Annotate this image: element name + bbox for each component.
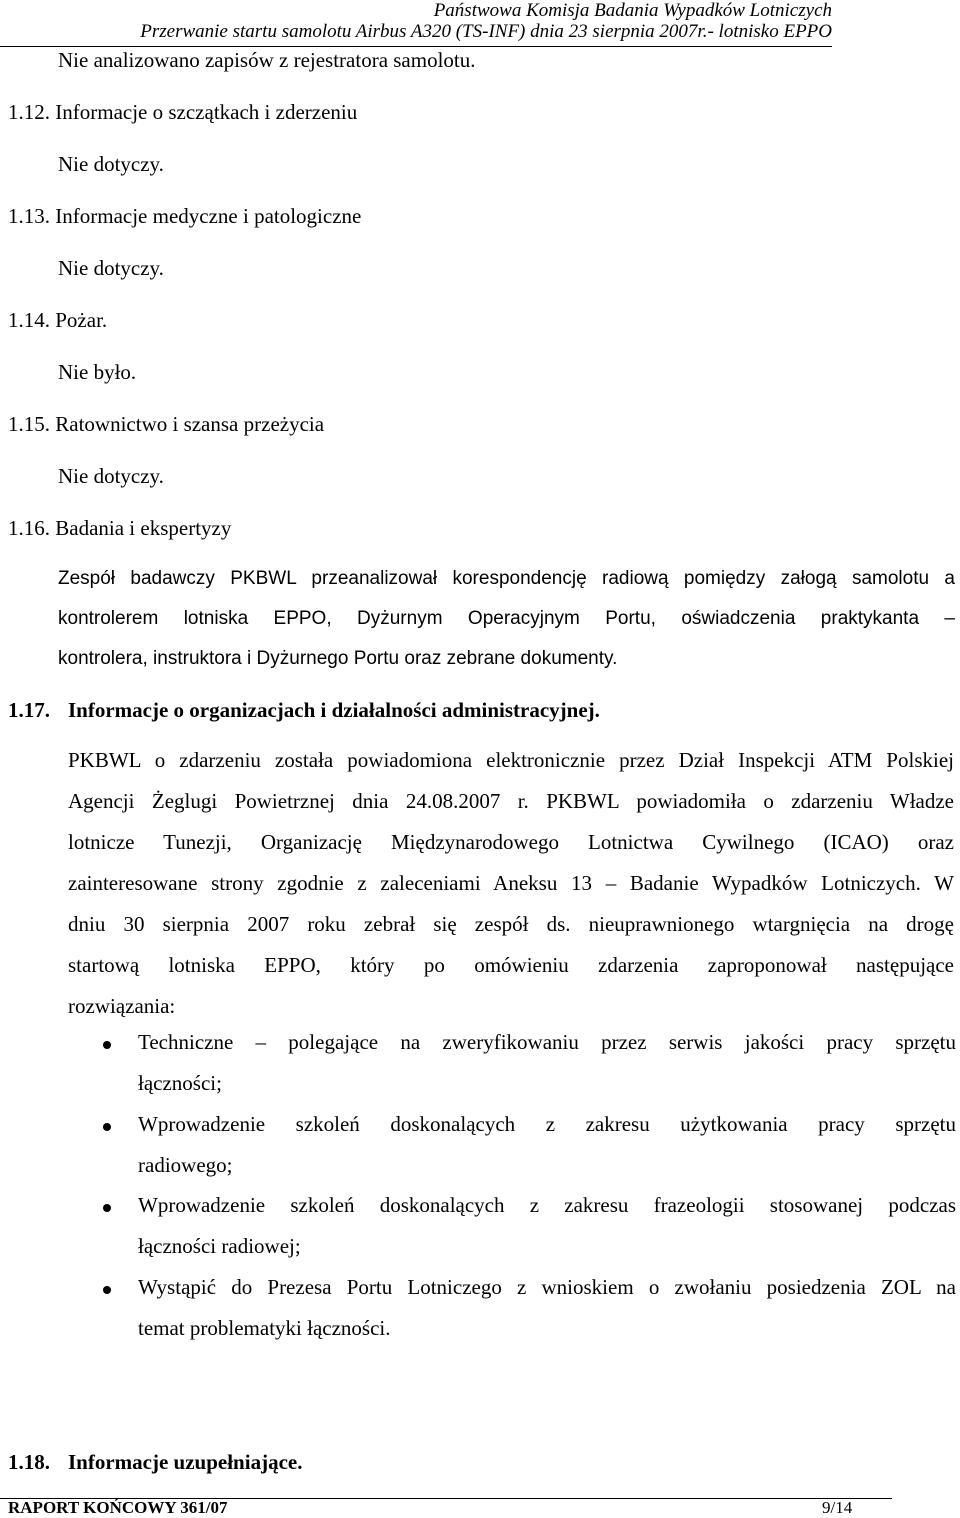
body-1-17-line: startową lotniska EPPO, który po omówieniu zdarzenia zaproponował następujące (68, 953, 954, 977)
bullet-item-line: Wystąpić do Prezesa Portu Lotniczego z wnioskiem o zwołaniu posiedzenia ZOL na (138, 1275, 956, 1299)
header-subtitle: Przerwanie startu samolotu Airbus A320 (TS-INF) dnia 23 sierpnia 2007r.- lotnisko EPPO (140, 21, 832, 42)
body-1-13: Nie dotyczy. (58, 256, 164, 280)
heading-1-16: 1.16. Badania i ekspertyzy (8, 516, 232, 540)
intro-text: Nie analizowano zapisów z rejestratora samolotu. (58, 48, 476, 72)
body-1-17-line: rozwiązania: (68, 994, 176, 1018)
body-1-17-line: Agencji Żeglugi Powietrznej dnia 24.08.2007 r. PKBWL powiadomiła o zdarzeniu Władze (68, 789, 954, 813)
body-1-17-line: zainteresowane strony zgodnie z zaleceniami Aneksu 13 – Badanie Wypadków Lotniczych. W (68, 871, 954, 895)
bullet-item-line: Wprowadzenie szkoleń doskonalących z zakresu frazeologii stosowanej podczas (138, 1193, 956, 1217)
body-1-15: Nie dotyczy. (58, 464, 164, 488)
body-1-14: Nie było. (58, 360, 137, 384)
heading-1-18-number: 1.18. (8, 1450, 50, 1474)
body-1-12: Nie dotyczy. (58, 152, 164, 176)
bullet-item-line: temat problematyki łączności. (138, 1316, 391, 1340)
body-1-17-line: PKBWL o zdarzeniu została powiadomiona elektronicznie przez Dział Inspekcji ATM Polskiej (68, 748, 954, 772)
header-rule (0, 46, 832, 47)
bullet-item-line: łączności radiowej; (138, 1234, 301, 1258)
footer-report: RAPORT KOŃCOWY 361/07 (8, 1498, 228, 1517)
heading-1-12: 1.12. Informacje o szczątkach i zderzeniu (8, 100, 358, 124)
body-1-16-line: Zespół badawczy PKBWL przeanalizował korespondencję radiową pomiędzy załogą samolotu a (58, 568, 955, 589)
bullet-icon (103, 1286, 111, 1294)
body-1-17-line: lotnicze Tunezji, Organizację Międzynarodowego Lotnictwa Cywilnego (ICAO) oraz (68, 830, 954, 854)
heading-1-13: 1.13. Informacje medyczne i patologiczne (8, 204, 362, 228)
footer-page-number: 9/14 (822, 1498, 853, 1517)
heading-1-18-text: Informacje uzupełniające. (68, 1450, 303, 1474)
bullet-item-line: Wprowadzenie szkoleń doskonalących z zakresu użytkowania pracy sprzętu (138, 1112, 956, 1136)
heading-1-17-text: Informacje o organizacjach i działalności administracyjnej. (68, 698, 600, 722)
bullet-item-line: Techniczne – polegające na zweryfikowaniu przez serwis jakości pracy sprzętu (138, 1030, 956, 1054)
bullet-item-line: łączności; (138, 1071, 222, 1095)
body-1-16-line: kontrolerem lotniska EPPO, Dyżurnym Operacyjnym Portu, oświadczenia praktykanta – (58, 608, 955, 629)
bullet-item-line: radiowego; (138, 1153, 233, 1177)
heading-1-17-number: 1.17. (8, 698, 50, 722)
body-1-17-line: dniu 30 sierpnia 2007 roku zebrał się zespół ds. nieuprawnionego wtargnięcia na drogę (68, 912, 954, 936)
heading-1-14: 1.14. Pożar. (8, 308, 108, 332)
bullet-icon (103, 1204, 111, 1212)
body-1-16-line: kontrolera, instruktora i Dyżurnego Portu oraz zebrane dokumenty. (58, 648, 618, 669)
bullet-icon (103, 1123, 111, 1131)
heading-1-15: 1.15. Ratownictwo i szansa przeżycia (8, 412, 325, 436)
header-agency: Państwowa Komisja Badania Wypadków Lotniczych (433, 0, 832, 21)
bullet-icon (103, 1041, 111, 1049)
